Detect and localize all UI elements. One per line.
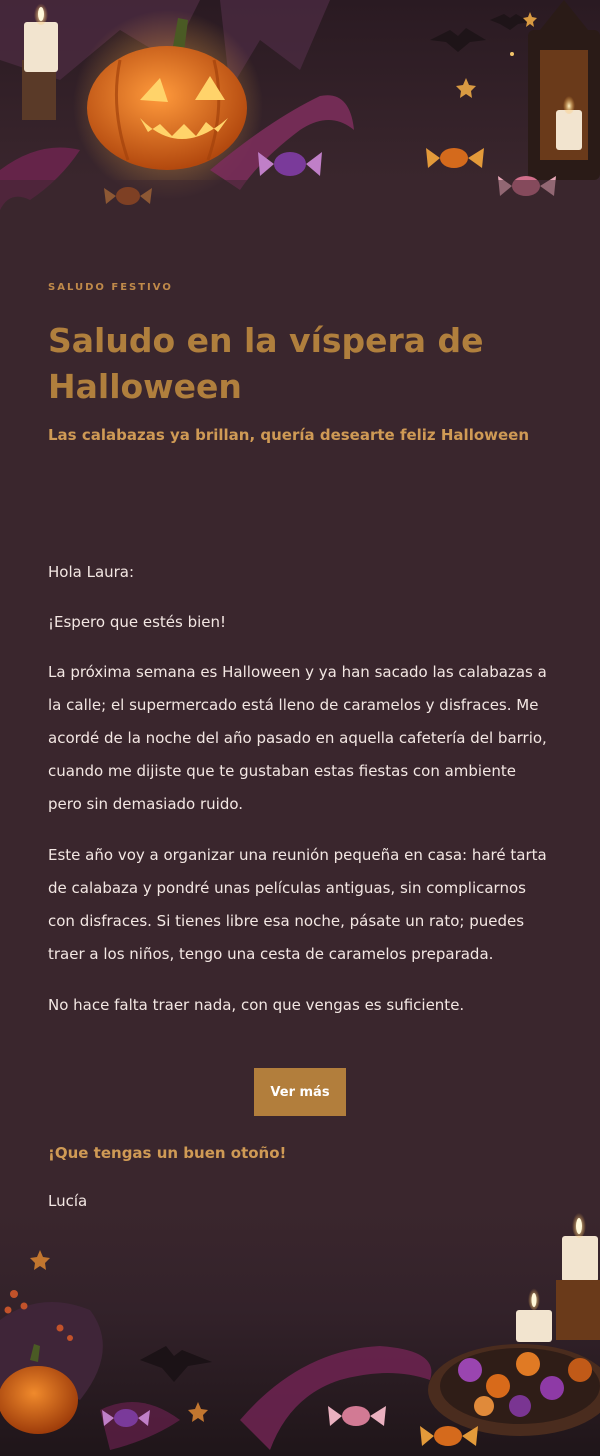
closing-line: ¡Que tengas un buen otoño! [48,1144,287,1162]
header-illustration [0,0,600,240]
email-subtitle: Las calabazas ya brillan, quería desearte feliz Halloween [48,426,530,444]
eyebrow-label: SALUDO FESTIVO [48,282,173,293]
greeting: Hola Laura: [48,563,135,581]
paragraph-2: La próxima semana es Halloween y ya han sacado las calabazas a la calle; el supermercado está lleno de caramelos y disfraces. Me acordé de la noche del año pasado en aquella cafetería del barrio, cuando me dijiste que te gustaban estas fiestas con ambiente pero sin demasiado ruido. [48,663,547,813]
see-more-button[interactable]: Ver más [254,1068,346,1116]
footer-illustration [0,1210,600,1456]
paragraph-4: No hace falta traer nada, con que vengas es suficiente. [48,996,465,1014]
email-title: Saludo en la víspera de Halloween [48,321,484,406]
signature: Lucía [48,1192,88,1210]
paragraph-3: Este año voy a organizar una reunión pequeña en casa: haré tarta de calabaza y pondré unas películas antiguas, sin complicarnos con disfraces. Si tienes libre esa noche, pásate un rato; puedes traer a los niños, tengo una cesta de caramelos preparada. [48,846,547,963]
paragraph-1: ¡Espero que estés bien! [48,613,227,631]
